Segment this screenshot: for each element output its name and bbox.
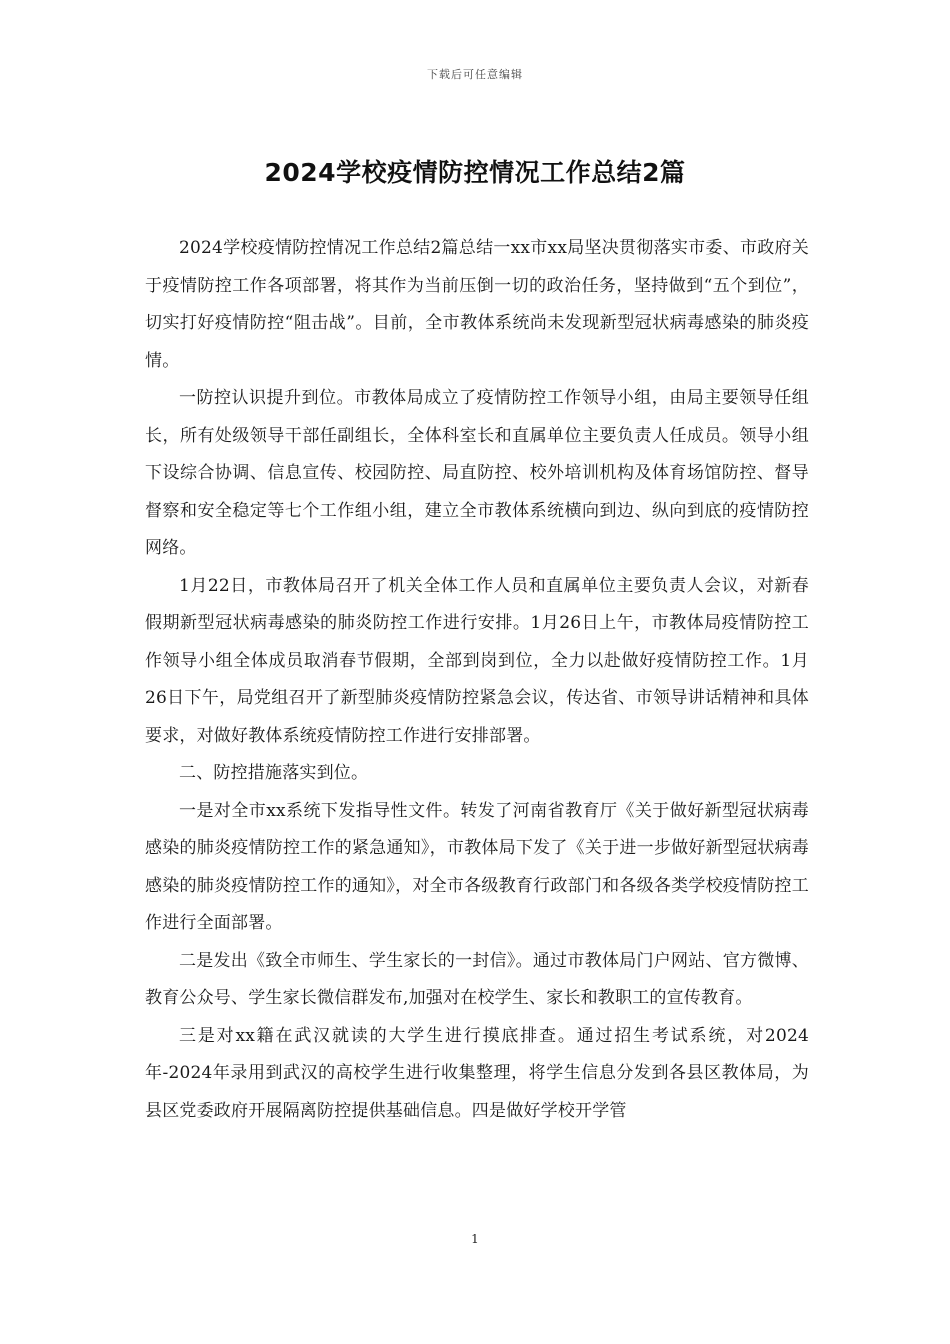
document-title: 2024学校疫情防控情况工作总结2篇 — [264, 158, 686, 187]
page-number: 1 — [471, 1232, 479, 1246]
paragraph: 二、防控措施落实到位。 — [179, 763, 369, 783]
paragraph: 三是对xx籍在武汉就读的大学生进行摸底排查。通过招生考试系统，对2024年-2024年录用到武汉的高校学生进行收集整理，将学生信息分发到各县区教体局，为县区党委政府开展隔离防控提供基础信息。四是做好学校开学管 — [145, 1025, 809, 1121]
document-body — [145, 230, 809, 1130]
paragraph: 2024学校疫情防控情况工作总结2篇总结一xx市xx局坚决贯彻落实市委、市政府关于疫情防控工作各项部署，将其作为当前压倒一切的政治任务，坚持做到“五个到位”，切实打好疫情防控“阻击战”。目前，全市教体系统尚未发现新型冠状病毒感染的肺炎疫情。 — [145, 238, 809, 371]
paragraph: 一是对全市xx系统下发指导性文件。转发了河南省教育厅《关于做好新型冠状病毒感染的肺炎疫情防控工作的紧急通知》，市教体局下发了《关于进一步做好新型冠状病毒感染的肺炎疫情防控工作的通知》，对全市各级教育行政部门和各级各类学校疫情防控工作进行全面部署。 — [145, 800, 809, 933]
paragraph: 一防控认识提升到位。市教体局成立了疫情防控工作领导小组，由局主要领导任组长，所有处级领导干部任副组长，全体科室长和直属单位主要负责人任成员。领导小组下设综合协调、信息宣传、校园防控、局直防控、校外培训机构及体育场馆防控、督导督察和安全稳定等七个工作组小组，建立全市教体系统横向到边、纵向到底的疫情防控网络。 — [145, 388, 809, 558]
paragraph: 1月22日，市教体局召开了机关全体工作人员和直属单位主要负责人会议，对新春假期新型冠状病毒感染的肺炎防控工作进行安排。1月26日上午，市教体局疫情防控工作领导小组全体成员取消春节假期，全部到岗到位，全力以赴做好疫情防控工作。1月26日下午，局党组召开了新型肺炎疫情防控紧急会议，传达省、市领导讲话精神和具体要求，对做好教体系统疫情防控工作进行安排部署。 — [145, 575, 809, 746]
paragraph: 二是发出《致全市师生、学生家长的一封信》。通过市教体局门户网站、官方微博、教育公众号、学生家长微信群发布,加强对在校学生、家长和教职工的宣传教育。 — [145, 950, 809, 1008]
header-note: 下载后可任意编辑 — [427, 68, 523, 81]
